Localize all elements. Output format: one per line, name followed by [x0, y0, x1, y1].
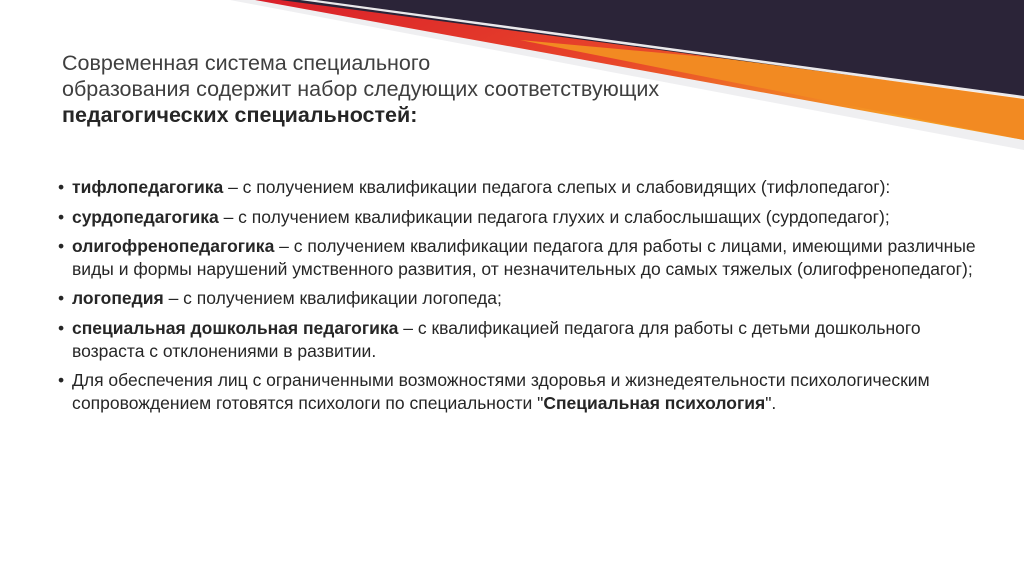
- list-item-preschool-pedagogy: [58, 317, 978, 362]
- list-item-surdopedagogy: [58, 206, 978, 229]
- title-line-2: образования содержит набор следующих соответствующих: [62, 77, 660, 101]
- item-text: – с получением квалификации логопеда;: [163, 288, 502, 309]
- bullet-icon: •: [58, 288, 65, 309]
- item-text: – с получением квалификации педагога слепых и слабовидящих (тифлопедагог):: [223, 177, 891, 197]
- item-term: специальная дошкольная педагогика: [72, 317, 399, 338]
- list-item-tiflopedagogy: [58, 176, 978, 199]
- slide-title: [62, 50, 782, 128]
- item-text-after: ".: [765, 392, 777, 413]
- item-text: – с квалификацией педагога для работы с детьми дошкольного возраста с отклонениями в развитии.: [72, 317, 921, 361]
- bullet-icon: •: [58, 236, 65, 257]
- item-term: сурдопедагогика: [72, 206, 219, 227]
- item-text-before: Для обеспечения лиц с ограниченными возможностями здоровья и жизнедеятельности психологическим сопровождением готовятся психологи по специальности ": [72, 370, 930, 413]
- list-item-oligophrenopedagogy: [58, 235, 978, 280]
- item-term: олигофренопедагогика: [72, 236, 275, 257]
- item-term: логопедия: [72, 288, 164, 309]
- title-line-3: педагогических специальностей:: [62, 103, 418, 127]
- list-item-logopedia: [58, 287, 978, 310]
- item-term: Специальная психология: [543, 392, 766, 413]
- bullet-icon: •: [58, 177, 65, 197]
- bullet-icon: •: [58, 206, 65, 227]
- title-line-1: Современная система специального: [62, 51, 431, 75]
- list-item-special-psychology: [58, 369, 978, 414]
- item-term: тифлопедагогика: [72, 177, 224, 197]
- item-text: – с получением квалификации педагога глухих и слабослышащих (сурдопедагог);: [218, 206, 890, 227]
- bullet-icon: •: [58, 317, 65, 338]
- item-text: – с получением квалификации педагога для работы с лицами, имеющими различные виды и формы нарушений умственного развития, от незначительных до самых тяжелых (олигофренопедагог);: [72, 236, 976, 279]
- bullet-icon: •: [58, 370, 65, 391]
- bullet-list: [58, 176, 978, 421]
